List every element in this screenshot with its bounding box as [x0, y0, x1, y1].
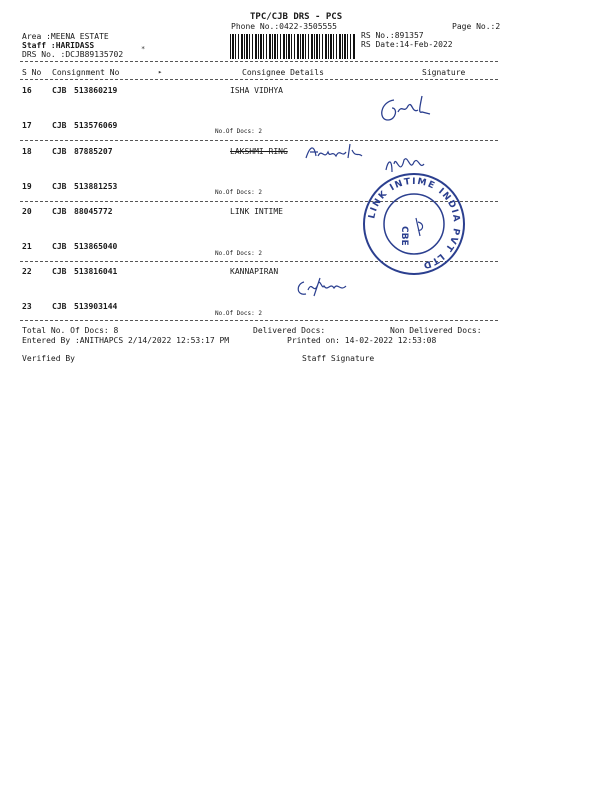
staff-label: Staff :HARIDASS	[22, 41, 95, 50]
row-sno: 22	[22, 267, 32, 276]
row-doc-count: No.Of Docs: 2	[215, 310, 262, 317]
row-doc-count: No.Of Docs: 2	[215, 189, 262, 196]
column-sno: S No	[22, 68, 42, 77]
row-sno: 20	[22, 207, 32, 216]
row-cjb: CJB	[52, 207, 67, 216]
row-consignment-number: 513576069	[74, 121, 118, 130]
row-sno: 18	[22, 147, 32, 156]
drs-number: DRS No. :DCJB89135702	[22, 50, 124, 59]
divider	[20, 140, 498, 141]
row-cjb: CJB	[52, 121, 67, 130]
row-sno: 19	[22, 182, 32, 191]
row-consignment-number: 513881253	[74, 182, 118, 191]
printed-on: Printed on: 14-02-2022 12:53:08	[287, 336, 437, 345]
column-consignee: Consignee Details	[242, 68, 324, 77]
non-delivered-docs: Non Delivered Docs:	[390, 326, 482, 335]
verified-by-label: Verified By	[22, 354, 75, 363]
svg-text:CBE: CBE	[399, 226, 409, 246]
row-consignment-number: 513816041	[74, 267, 118, 276]
row-cjb: CJB	[52, 242, 67, 251]
row-consignment-number: 513865040	[74, 242, 118, 251]
row-doc-count: No.Of Docs: 2	[215, 250, 262, 257]
row-sno: 17	[22, 121, 32, 130]
staff-signature-label: Staff Signature	[302, 354, 375, 363]
row-consignment-number: 513860219	[74, 86, 118, 95]
column-consignment: Consignment No	[52, 68, 120, 77]
row-cjb: CJB	[52, 86, 67, 95]
divider	[20, 61, 498, 62]
area-label: Area :MEENA ESTATE	[22, 32, 109, 41]
barcode	[230, 34, 355, 59]
column-signature: Signature	[422, 68, 466, 77]
entered-by: Entered By :ANITHAPCS 2/14/2022 12:53:17 PM	[22, 336, 230, 345]
row-sno: 16	[22, 86, 32, 95]
row-consignment-number: 513903144	[74, 302, 118, 311]
row-cjb: CJB	[52, 302, 67, 311]
svg-text:LINK INTIME INDIA PVT LTD: LINK INTIME INDIA PVT LTD	[367, 176, 462, 271]
row-consignment-number: 88045772	[74, 207, 113, 216]
row-sno: 21	[22, 242, 32, 251]
row-consignee: KANNAPIRAN	[230, 267, 279, 276]
divider	[20, 79, 498, 80]
row-consignee: ISHA VIDHYA	[230, 86, 283, 95]
total-docs: Total No. Of Docs: 8	[22, 326, 119, 335]
delivered-docs: Delivered Docs:	[253, 326, 326, 335]
row-cjb: CJB	[52, 182, 67, 191]
document-title: TPC/CJB DRS - PCS	[250, 12, 343, 22]
row-cjb: CJB	[52, 147, 67, 156]
row-consignment-number: 87885207	[74, 147, 113, 156]
row-doc-count: No.Of Docs: 2	[215, 128, 262, 135]
handwritten-signature	[372, 92, 442, 132]
row-consignee: LINK INTIME	[230, 207, 283, 216]
handwritten-signature	[294, 272, 354, 302]
row-cjb: CJB	[52, 267, 67, 276]
divider	[20, 320, 498, 321]
row-sno: 23	[22, 302, 32, 311]
rs-number: RS No.:891357	[361, 31, 424, 40]
phone-number: Phone No.:0422-3505555	[231, 22, 337, 31]
handwritten-signature	[302, 140, 367, 164]
page-number: Page No.:2	[452, 22, 501, 31]
company-stamp	[360, 170, 468, 278]
rs-date: RS Date:14-Feb-2022	[361, 40, 453, 49]
row-consignee: LAKSHMI RING	[230, 147, 288, 156]
